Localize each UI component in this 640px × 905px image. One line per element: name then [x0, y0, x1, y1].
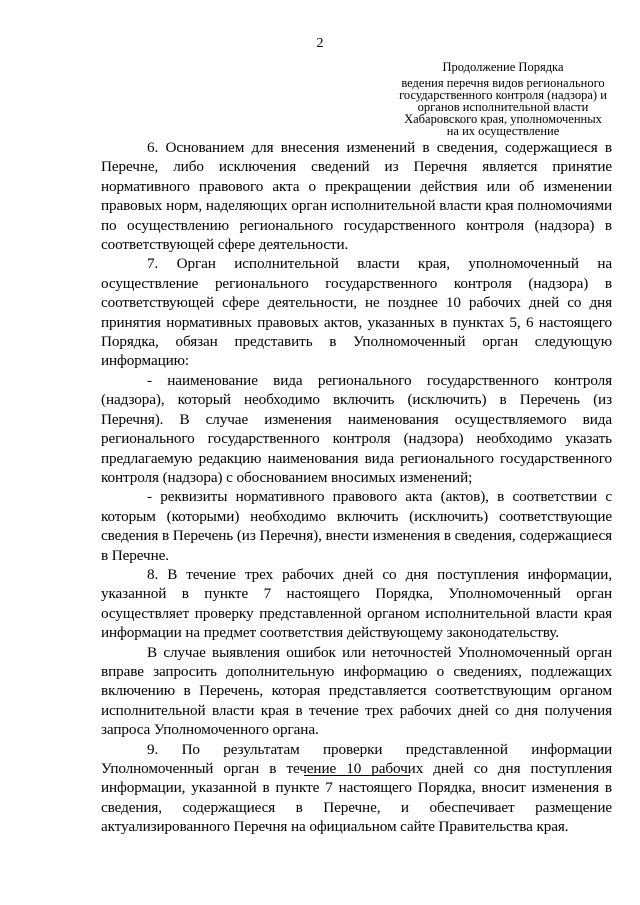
closing-rule — [304, 775, 410, 776]
header-line: ведения перечня видов регионального — [401, 76, 605, 90]
header-line: на их осуществление — [446, 124, 560, 138]
header-line: органов исполнительной власти — [417, 100, 589, 114]
paragraph-9: 9. По результатам проверки представленной информации Уполномоченный орган в течение 10 рабочих дней со дня поступления информации, указанной в пункте 7 настоящего Порядка, вносит изменения в сведения, содержащиеся в Перечне, и обеспечивает размещение актуализированного Перечня на официальном сайте Правительства края. — [101, 740, 612, 836]
document-header — [392, 61, 614, 137]
paragraph-6: 6. Основанием для внесения изменений в сведения, содержащиеся в Перечне, либо исключения сведений из Перечня является принятие нормативного правового акта о прекращении действия или об изменении правовых норм, наделяющих орган исполнительной власти края полномочиями по осуществлению регионального государственного контроля (надзора) в соответствующей сфере деятельности. — [101, 139, 612, 254]
page-number: 2 — [316, 36, 324, 51]
header-line: Хабаровского края, уполномоченных — [404, 112, 602, 126]
header-line: государственного контроля (надзора) и — [399, 88, 607, 102]
paragraph-8-continued: В случае выявления ошибок или неточностей Уполномоченный орган вправе запросить дополнительную информацию о сведениях, подлежащих включению в Перечень, которая представляется соответствующим органом исполнительной власти края в течение трех рабочих дней со дня получения запроса Уполномоченного органа. — [101, 643, 612, 739]
document-body — [101, 138, 612, 837]
paragraph-8: 8. В течение трех рабочих дней со дня поступления информации, указанной в пункте 7 настоящего Порядка, Уполномоченный орган осуществляет проверку представленной органом исполнительной власти края информации на предмет соответствия действующему законодательству. — [101, 565, 612, 642]
header-line: Продолжение Порядка — [442, 60, 564, 74]
list-item-requisites: - реквизиты нормативного правового акта (актов), в соответствии с которым (которыми) необходимо включить (исключить) соответствующие сведения в Перечень (из Перечня), внести изменения в сведения, содержащиеся в Перечне. — [101, 488, 612, 564]
list-item-name: - наименование вида регионального государственного контроля (надзора), который необходимо включить (исключить) в Перечень (из Перечня). В случае изменения наименования осуществляемого вида регионального государственного контроля (надзора) необходимо указать предлагаемую редакцию наименования вида регионального государственного контроля (надзора) с обоснованием вносимых изменений; — [101, 371, 612, 486]
paragraph-7: 7. Орган исполнительной власти края, уполномоченный на осуществление регионального государственного контроля (надзора) в соответствующей сфере деятельности, не позднее 10 рабочих дней со дня принятия нормативных правовых актов, указанных в пунктах 5, 6 настоящего Порядка, обязан представить в Уполномоченный орган следующую информацию: — [101, 255, 612, 370]
